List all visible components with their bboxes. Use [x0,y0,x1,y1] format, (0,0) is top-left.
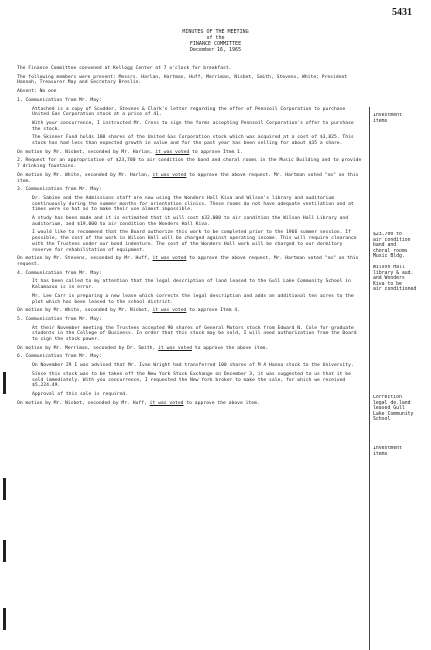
margin-note-investment-2: Investment items [373,446,402,457]
motion-line: On motion by Mr. Nisbet, seconded by Mr. Huff, it was voted to approve the above item. [17,400,260,406]
item-heading: 6. Communication from Mr. May: [17,354,102,360]
margin-note-music-building: $23,700 to air condition band and choral rooms Music Bldg. [373,232,411,260]
header-title: MINUTES OF THE MEETING [182,29,249,35]
margin-rule [369,107,370,650]
header-committee: FINANCE COMMITTEE [189,41,242,47]
motion-line: On motion by Mr. Nisbet, seconded by Mr. Harlan, it was voted to approve Item 1. [17,149,243,155]
minutes-body [17,66,363,409]
header-date: December 16, 1965 [189,47,242,53]
item-paragraph: At their November meeting the Trustees accepted 90 shares of General Motors stock from Edward N. Cole for graduate students in the College of Business. In order that this stock may be sold, I will need authorization from the Board to sign the stock power. [32,325,357,343]
item-paragraph: It has been called to my attention that the legal description of land leased to the Gull Lake Community School in Kalamazoo is in error. [32,279,351,291]
intro-paragraph: The Finance Committee convened at Kellogg Center at 7 o'clock for breakfast. [17,66,232,71]
item-paragraph: Dr. Sabine and the Admissions staff are now using the Wonders Hall Kiva and Wilson's library and auditorium continuously during the summer months for orientation clinics. These rooms do not have adequate ventilation and at times were so hot as to make their use almost impossible. [32,195,354,213]
item-heading: 2. Request for an appropriation of $23,700 to air condition the band and choral rooms in the Music Building and to provide 7 drinking fountains. [17,158,362,170]
item-heading: 5. Communication from Mr. May: [17,316,102,322]
margin-note-wilson-hall: Wilson Hall library & aud. and Wonders Kiva to be air conditioned [373,265,417,293]
motion-line: On motion by Mr. White, seconded by Mr. Harlan, it was voted to approve the above request. Mr. Hartman voted "no" on this item. [17,172,359,184]
item-heading: 1. Communication from Mr. May: [17,97,102,103]
margin-mark [3,478,6,500]
item-paragraph: I would like to recommend that the Board authorize this work to be completed prior to the 1966 summer session. If possible, the cost of the work in Wilson Hall will be charged against operating income. This will require clearance with the Trustees under our bond indenture. The cost of the Wonders Hall work will be charged to our dormitory reserve for rehabilitation of equipment. [32,230,357,253]
members-paragraph: The following members were present: Messrs. Harlan, Hartman, Huff, Merriman, Nisbet, Smith, Stevens, White; President Hannah, Treasurer May and Secretary Breslin. [17,74,348,86]
item-paragraph: The Skinner Fund holds 100 shares of the United Gas Corporation stock which was acquired at a cost of $3,825. This stock has had less than expected growth in value and for the past year has been selling for about $35 a share. [32,135,354,147]
page-number: 5431 [392,7,412,18]
margin-mark [3,540,6,562]
item-paragraph: Mr. Lee Carr is preparing a new lease which corrects the legal description and adds an additional ten acres to the plot which has been leased to the school district. [32,293,354,305]
item-paragraph: On November 29 I was advised that Mr. Ivan Wright had transferred 100 shares of M A Hanna stock to the University. [32,363,354,369]
item-heading: 3. Communication from Mr. May: [17,187,102,193]
motion-line: On motion by Mr. Stevens, seconded by Mr. Huff, it was voted to approve the above request. Mr. Hartman voted "no" on this request. [17,256,359,267]
margin-mark [3,372,6,394]
item-paragraph: Attached is a copy of Scudder, Stevens & Clark's letter regarding the offer of Pennzoil Corporation to purchase United Gas Corporation stock at a price of 41. [32,106,346,118]
motion-line: On motion by Mr. Merriman, seconded by Dr. Smith, it was voted to approve the above item. [17,345,269,351]
item-heading: 4. Communication from Mr. May: [17,270,102,276]
absent-line: Absent: No one [17,89,57,95]
item-paragraph: Since this stock was to be taken off the New York Stock Exchange on December 3, it was suggested to us that it be sold immediately. With you concurrence, I requested the New York broker to make the sale, for which we received $5,224.49. [32,371,351,389]
item-paragraph: A study has been made and it is estimated that it will cost $32,000 to air condition the Wilson Hall Library and auditorium, and $19,000 to air condition the Wonders Hall Kiva. [32,216,349,227]
margin-note-gull-lake: Correction legal de.land leased Gull Lake Community School [373,395,414,423]
item-paragraph: With your concurrence, I instructed Mr. Cress to sign the forms accepting Pennzoil Corporation's offer to purchase the stock. [32,120,354,132]
motion-line: On motion by Mr. White, seconded by Mr. Nisbet, it was voted to approve Item 4. [17,308,240,314]
margin-note-investment: Investment items [373,113,402,124]
margin-mark [3,608,6,630]
header-of: of the [206,35,225,41]
item-paragraph: Approval of this sale is required. [32,391,128,397]
